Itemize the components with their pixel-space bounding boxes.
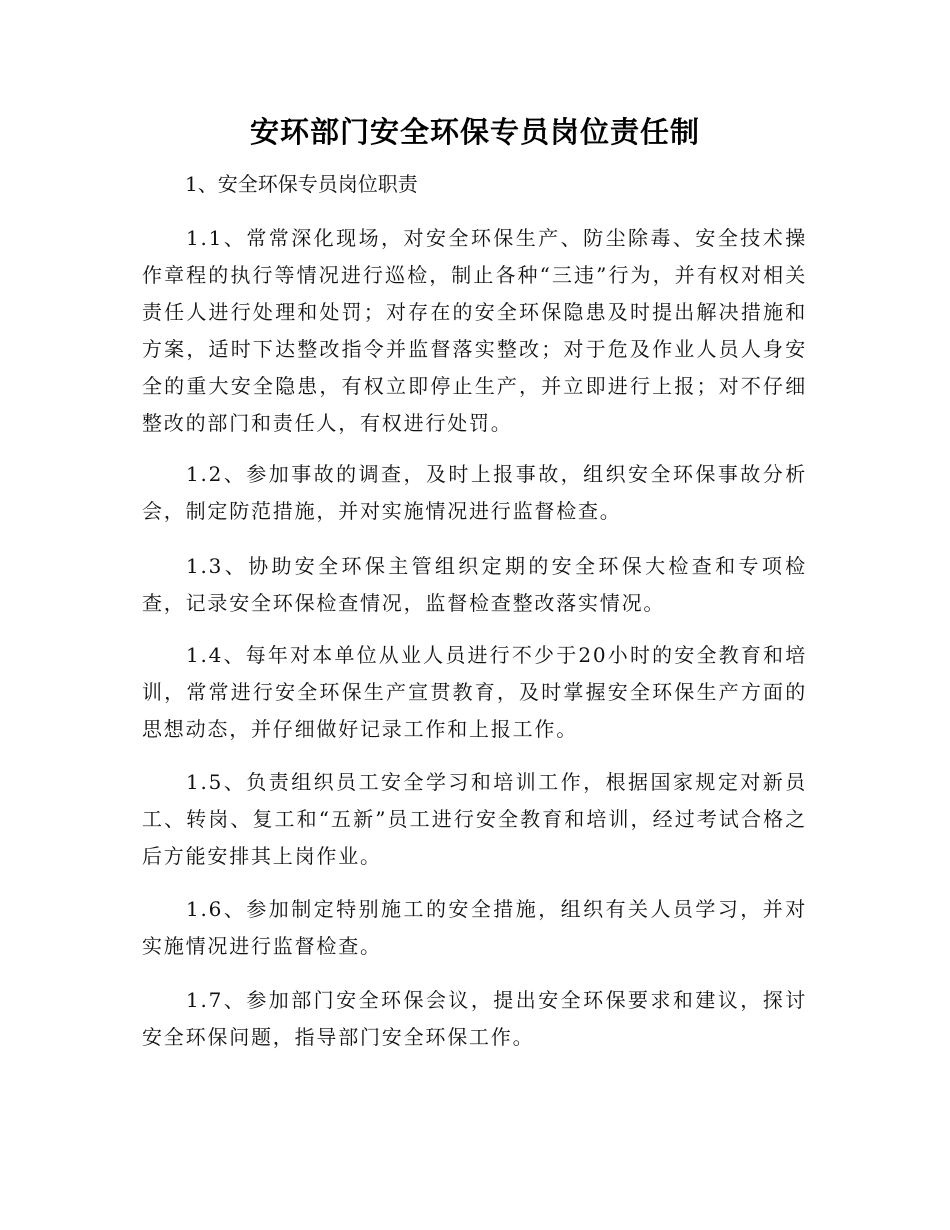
paragraph-1-4: 1.4、每年对本单位从业人员进行不少于20小时的安全教育和培训，常常进行安全环保生产宣贯教育，及时掌握安全环保生产方面的思想动态，并仔细做好记录工作和上报工作。 <box>142 643 807 741</box>
document-title: 安环部门安全环保专员岗位责任制 <box>249 115 700 149</box>
paragraph-1-1: 1.1、常常深化现场，对安全环保生产、防尘除毒、安全技术操作章程的执行等情况进行巡检，制止各种“三违”行为，并有权对相关责任人进行处理和处罚；对存在的安全环保隐患及时提出解决措施和方案，适时下达整改指令并监督落实整改；对于危及作业人员人身安全的重大安全隐患，有权立即停止生产，并立即进行上报；对不仔细整改的部门和责任人，有权进行处罚。 <box>142 226 807 435</box>
paragraph-1-6: 1.6、参加制定特别施工的安全措施，组织有关人员学习，并对实施情况进行监督检查。 <box>142 897 807 958</box>
paragraph-1-7: 1.7、参加部门安全环保会议，提出安全环保要求和建议，探讨安全环保问题，指导部门安全环保工作。 <box>142 988 807 1049</box>
section-heading: 1、安全环保专员岗位职责 <box>185 172 418 196</box>
paragraph-1-3: 1.3、协助安全环保主管组织定期的安全环保大检查和专项检查，记录安全环保检查情况，监督检查整改落实情况。 <box>142 554 807 615</box>
paragraph-1-2: 1.2、参加事故的调查，及时上报事故，组织安全环保事故分析会，制定防范措施，并对实施情况进行监督检查。 <box>142 462 807 523</box>
paragraph-1-5: 1.5、负责组织员工安全学习和培训工作，根据国家规定对新员工、转岗、复工和“五新”员工进行安全教育和培训，经过考试合格之后方能安排其上岗作业。 <box>142 770 807 868</box>
